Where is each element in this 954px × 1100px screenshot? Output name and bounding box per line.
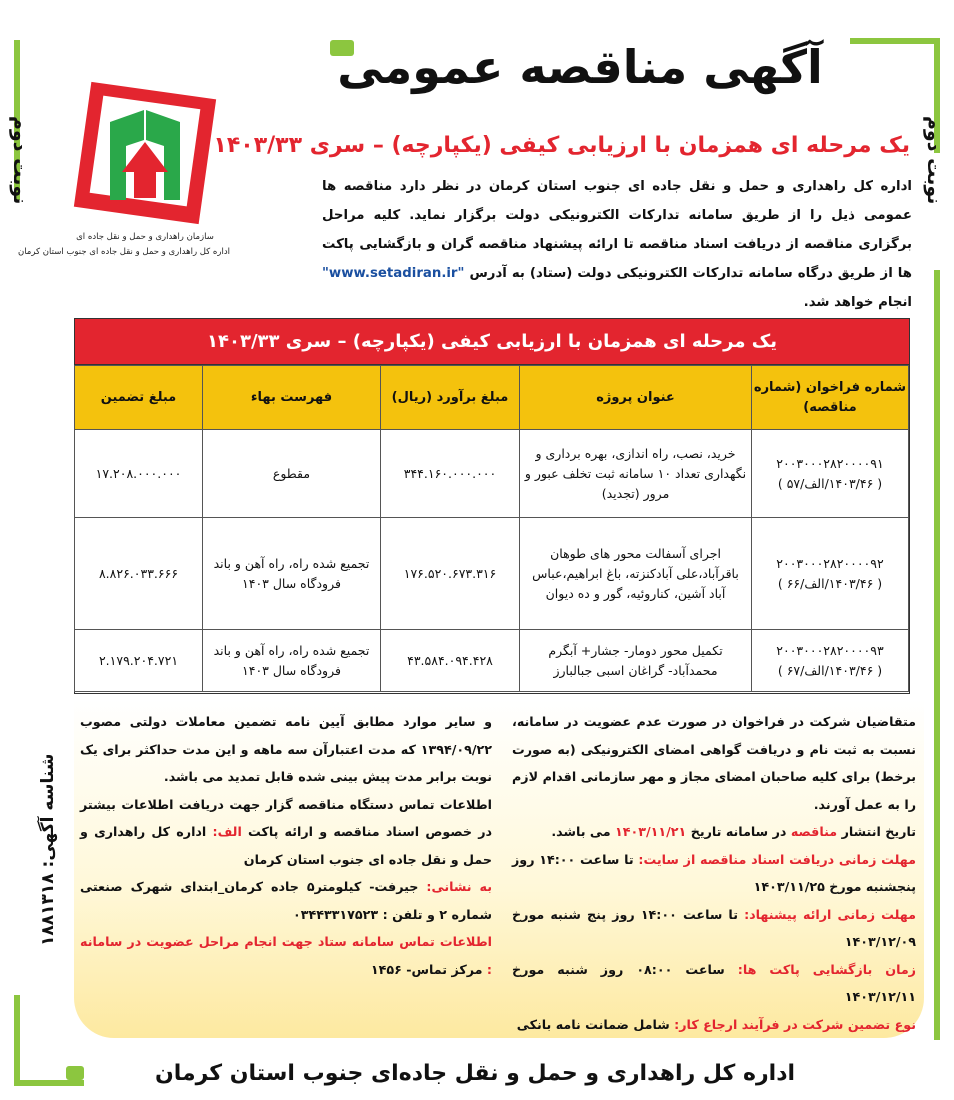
details-left-column <box>80 708 492 983</box>
cell-project-title: اجرای آسفالت محور های طوهان باقرآباد،علی آبادکنزته، باغ ابراهیم،عباس آباد آشین، کناروئیه، گور و ده دیوان <box>520 518 752 630</box>
intro-end: انجام خواهد شد. <box>803 295 912 310</box>
publish-date-line <box>512 818 916 846</box>
offer-deadline-value: تا ساعت ۱۴:۰۰ روز پنج شنبه مورخ ۱۴۰۳/۱۲/۰۹ <box>512 906 916 949</box>
contact-alef: الف: <box>212 824 242 839</box>
frame-right-top-cap <box>850 38 940 44</box>
contact-org: اداره کل راهداری و حمل و نقل جاده ای جنوب استان کرمان <box>80 824 492 867</box>
publish-word: مناقصه <box>790 824 838 839</box>
details-right-column <box>512 708 916 1038</box>
opening-line <box>512 956 916 1011</box>
header-price-list: فهرست بهاء <box>203 366 381 430</box>
cell-price-list: تجمیع شده راه، راه آهن و باند فرودگاه سال ۱۴۰۳ <box>203 630 381 692</box>
page-subtitle: یک مرحله ای همزمان با ارزیابی کیفی (یکپارچه) – سری ۱۴۰۳/۳۳ <box>213 133 910 158</box>
table-row <box>75 630 909 692</box>
tender-number: ( ۱۴۰۳/۴۶/الف/۶۶ ) <box>777 575 883 591</box>
tender-number: ( ۱۴۰۳/۴۶/الف/۵۷ ) <box>777 475 883 491</box>
header-project-title: عنوان پروژه <box>520 366 752 430</box>
tender-grid <box>74 365 909 692</box>
table-caption: یک مرحله ای همزمان با ارزیابی کیفی (یکپارچه) – سری ۱۴۰۳/۳۳ <box>75 319 909 365</box>
frame-left-bottom <box>14 995 20 1085</box>
contact-paragraph <box>80 791 492 874</box>
cell-call-number <box>752 630 909 692</box>
setad-url: "www.setadiran.ir" <box>322 266 465 281</box>
call-number: ۲۰۰۳۰۰۰۲۸۲۰۰۰۰۹۳ <box>776 642 884 658</box>
setad-contact-paragraph <box>80 928 492 983</box>
frame-right-side <box>934 270 940 1040</box>
setad-contact-label: اطلاعات تماس سامانه ستاد جهت انجام مراحل عضویت در سامانه : <box>80 934 492 977</box>
cell-project-title: تکمیل محور دومار- جشار+ آبگرم محمدآباد- گراغان اسبی جبالبارز <box>520 630 752 692</box>
table-row <box>75 518 909 630</box>
docs-deadline-line <box>512 846 916 901</box>
cell-project-title: خرید، نصب، راه اندازی، بهره برداری و نگهداری تعداد ۱۰ سامانه ثبت تخلف عبور و مرور (تجدید) <box>520 430 752 518</box>
table-header-row <box>75 366 909 430</box>
details-section <box>74 700 924 1038</box>
cell-price-list: تجمیع شده راه، راه آهن و باند فرودگاه سال ۱۴۰۳ <box>203 518 381 630</box>
header-guarantee: مبلغ تضمین <box>75 366 203 430</box>
publish-end: می باشد. <box>551 824 611 839</box>
header-call-number: شماره فراخوان (شماره مناقصه) <box>752 366 909 430</box>
publish-mid: در سامانه تاریخ <box>690 824 787 839</box>
frame-left-bottom-cap <box>14 1080 84 1086</box>
intro-paragraph <box>322 172 912 310</box>
guarantee-type-line <box>512 1011 916 1039</box>
header-estimate: مبلغ برآورد (ریال) <box>381 366 520 430</box>
opening-label: زمان بازگشایی پاکت ها: <box>737 961 916 977</box>
offer-deadline-line <box>512 901 916 956</box>
opening-value: ساعت ۰۸:۰۰ روز شنبه مورخ ۱۴۰۳/۱۲/۱۱ <box>512 961 916 1004</box>
docs-deadline-label: مهلت زمانی دریافت اسناد مناقصه از سایت: <box>638 851 916 867</box>
intro-text: اداره کل راهداری و حمل و نقل جاده ای جنوب استان کرمان در نظر دارد مناقصه ها عمومی ذیل را از طریق سامانه تدارکات الکترونیکی دولت برگزار نماید. کلیه مراحل برگزاری مناقصه از دریافت اسناد مناقصه تا ارائه پیشنهاد مناقصه گران و بازگشایی پاکت ها از طریق درگاه سامانه تدارکات الکترونیکی دولت (ستاد) به آدرس <box>322 179 912 281</box>
call-number: ۲۰۰۳۰۰۰۲۸۲۰۰۰۰۹۱ <box>776 455 884 471</box>
regulation-paragraph: و سایر موارد مطابق آیین نامه تضمین معاملات دولتی مصوب ۱۳۹۴/۰۹/۲۲ که مدت اعتبارآن سه ماهه و این مدت حداکثر برای یک نوبت برابر مدت پیش بینی شده قابل تمدید می باشد. <box>80 714 492 784</box>
cell-estimate: ۱۷۶.۵۲۰.۶۷۳.۳۱۶ <box>381 518 520 630</box>
side-label-right: نوبت دوم <box>923 115 945 205</box>
cell-guarantee: ۱۷.۲۰۸.۰۰۰.۰۰۰ <box>75 430 203 518</box>
guarantee-type-value: شامل ضمانت نامه بانکی <box>516 1016 670 1032</box>
publish-label: تاریخ انتشار <box>841 824 916 839</box>
call-number: ۲۰۰۳۰۰۰۲۸۲۰۰۰۰۹۲ <box>776 555 884 571</box>
logo-caption-1: سازمان راهداری و حمل و نقل جاده ای <box>76 232 214 242</box>
footer-organization: اداره کل راهداری و حمل و نقل جاده‌ای جنوب استان کرمان <box>154 1061 796 1086</box>
cell-call-number <box>752 518 909 630</box>
address-value: جیرفت- کیلومتر۵ جاده کرمان_ابتدای شهرک صنعتی شماره ۲ و تلفن : ۰۳۴۴۳۳۱۷۵۲۳ <box>80 879 492 922</box>
table-row <box>75 430 909 518</box>
page-title: آگهی مناقصه عمومی <box>337 40 823 94</box>
tender-table <box>74 318 910 694</box>
setad-contact-value: مرکز تماس- ۱۴۵۶ <box>370 961 483 977</box>
cell-price-list: مقطوع <box>203 430 381 518</box>
guarantee-type-label: نوع تضمین شرکت در فرآیند ارجاع کار: <box>674 1016 916 1032</box>
cell-call-number <box>752 430 909 518</box>
address-label: به نشانی: <box>426 879 492 894</box>
cell-guarantee: ۸.۸۲۶.۰۳۳.۶۶۶ <box>75 518 203 630</box>
address-paragraph <box>80 873 492 928</box>
frame-bottom-accent <box>66 1066 84 1080</box>
offer-deadline-label: مهلت زمانی ارائه پیشنهاد: <box>744 906 916 922</box>
tender-number: ( ۱۴۰۳/۴۶/الف/۶۷ ) <box>777 662 883 678</box>
docs-deadline-value: تا ساعت ۱۴:۰۰ روز پنجشنبه مورخ ۱۴۰۳/۱۱/۲۵ <box>512 851 916 894</box>
publish-date: ۱۴۰۳/۱۱/۲۱ <box>615 824 687 839</box>
ad-id: شناسه آگهی: ۱۸۸۱۳۱۸ <box>38 753 58 947</box>
applicants-paragraph: متقاضیان شرکت در فراخوان در صورت عدم عضویت در سامانه، نسبت به ثبت نام و دریافت گواهی امضای الکترونیکی (به صورت برخط) برای کلیه صاحبان امضای مجاز و مهر سازمانی اقدام لازم را به عمل آورند. <box>512 714 916 812</box>
cell-guarantee: ۲.۱۷۹.۲۰۴.۷۲۱ <box>75 630 203 692</box>
side-label-left: نوبت دوم <box>9 115 31 205</box>
cell-estimate: ۳۴۴.۱۶۰.۰۰۰.۰۰۰ <box>381 430 520 518</box>
logo-caption-2: اداره کل راهداری و حمل و نقل جاده ای جنوب استان کرمان <box>17 247 230 257</box>
road-maintenance-logo-icon <box>60 80 230 230</box>
contact-intro: اطلاعات تماس دستگاه مناقصه گزار جهت دریافت اطلاعات بیشتر در خصوص اسناد مناقصه و ارائه پاکت <box>80 796 493 839</box>
cell-estimate: ۴۳.۵۸۴.۰۹۴.۴۲۸ <box>381 630 520 692</box>
